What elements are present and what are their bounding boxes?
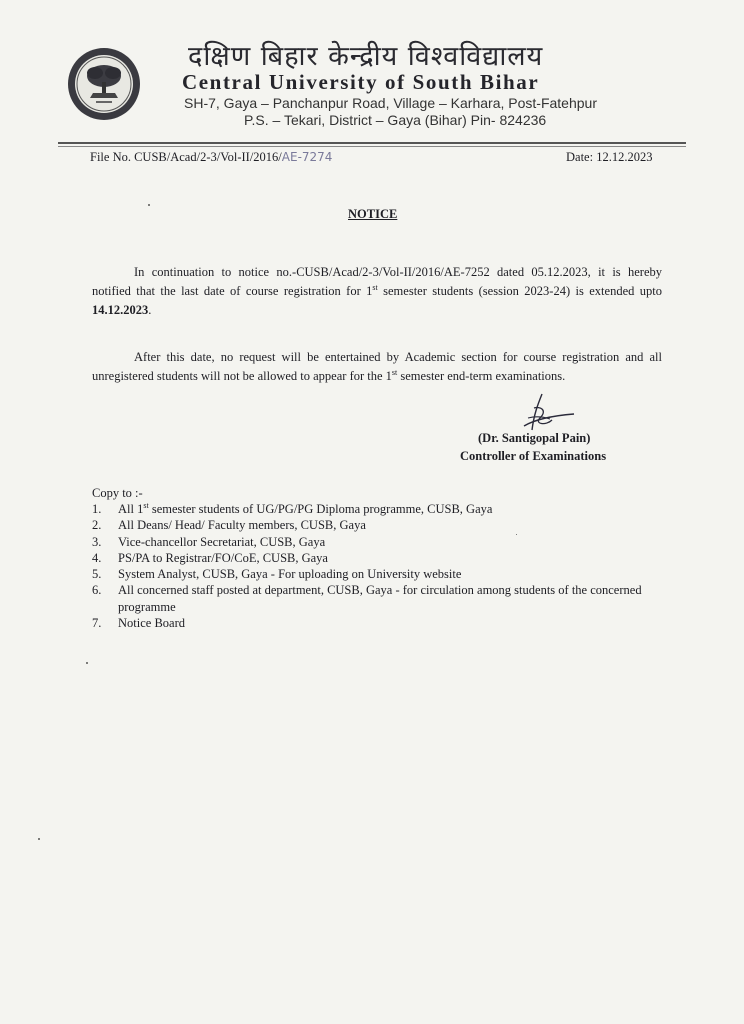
para1-text-b: semester students (session 2023-24) is extended upto [377, 284, 662, 298]
para2-text-b: semester end-term examinations. [397, 369, 566, 383]
header-divider [58, 142, 686, 144]
file-number-handwritten: AE-7274 [281, 150, 333, 164]
address-line-2: P.S. – Tekari, District – Gaya (Bihar) Pin- 824236 [244, 112, 547, 128]
notice-title: NOTICE [348, 207, 398, 221]
scan-speck [86, 662, 88, 664]
signatory-name: (Dr. Santigopal Pain) [478, 431, 591, 445]
list-item: 7. Notice Board [92, 616, 185, 631]
list-item: 6. All concerned staff posted at department, CUSB, Gaya - for circulation among students of the concerned programme [92, 583, 642, 614]
para2-text-a: After this date, no request will be entertained by Academic section for course registration and all unregistered students will not be allowed to appear for the 1 [92, 350, 662, 383]
para1-end: . [148, 303, 152, 317]
document-date: Date: 12.12.2023 [566, 150, 653, 164]
header-divider-thin [58, 146, 686, 147]
copy-to-label: Copy to :- [92, 486, 143, 500]
signatory-designation: Controller of Examinations [460, 449, 607, 463]
university-name-english: Central University of South Bihar [182, 70, 540, 94]
scan-speck [516, 534, 517, 535]
scan-speck [38, 838, 40, 840]
list-item: 5. System Analyst, CUSB, Gaya - For uploading on University website [92, 567, 462, 582]
scan-speck [148, 204, 150, 206]
file-number-printed: File No. CUSB/Acad/2-3/Vol-II/2016/ [90, 150, 282, 164]
notice-paragraph-1 [92, 263, 662, 320]
file-number [90, 150, 332, 165]
notice-paragraph-2 [92, 348, 662, 386]
list-item: 2. All Deans/ Head/ Faculty members, CUSB, Gaya [92, 518, 366, 533]
list-item: 3. Vice-chancellor Secretariat, CUSB, Gaya [92, 534, 326, 549]
list-item: 4. PS/PA to Registrar/FO/CoE, CUSB, Gaya [92, 550, 328, 565]
para2-superscript: st [391, 368, 398, 377]
para1-text-a: In continuation to notice no.-CUSB/Acad/2-3/Vol-II/2016/AE-7252 dated 05.12.2023, it is hereby notified that the last date of course registration for 1 [92, 265, 662, 298]
address-line-1: SH-7, Gaya – Panchanpur Road, Village – Karhara, Post-Fatehpur [184, 95, 597, 111]
university-seal-icon [66, 46, 142, 122]
university-name-hindi: दक्षिण बिहार केन्द्रीय विश्वविद्यालय [188, 41, 544, 72]
para1-superscript: st [372, 283, 378, 292]
extended-date: 14.12.2023 [92, 303, 149, 317]
copy-to-list [92, 501, 672, 631]
list-item: 1. All 1st semester students of UG/PG/PG Diploma programme, CUSB, Gaya [92, 501, 493, 516]
